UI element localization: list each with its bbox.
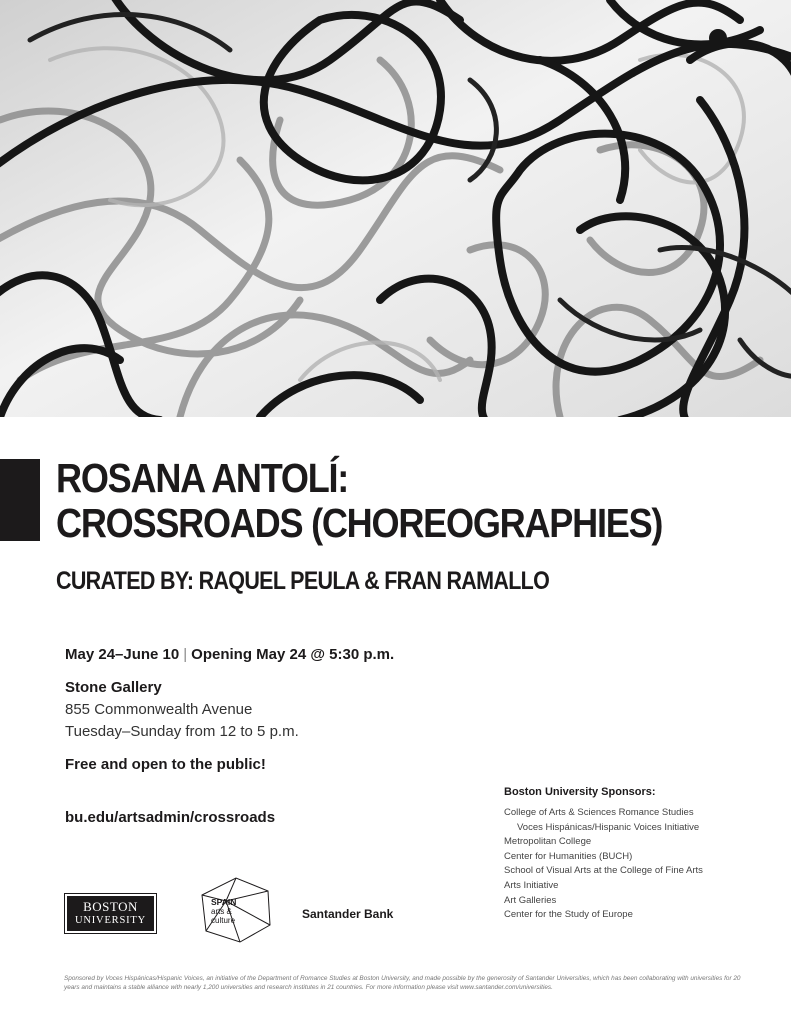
title-line-1: ROSANA ANTOLÍ:: [56, 455, 349, 501]
santander-bank-logo: Santander Bank: [302, 907, 394, 921]
sponsor-item: Center for the Study of Europe: [504, 909, 633, 921]
admission-note: Free and open to the public!: [65, 756, 266, 773]
sponsor-item: Metropolitan College: [504, 836, 592, 848]
event-dates-line: [65, 645, 485, 665]
sponsor-item: College of Arts & Sciences Romance Studies: [504, 807, 694, 818]
venue-name: Stone Gallery: [65, 679, 162, 696]
spain-logo-line-1: SPAIN: [211, 897, 237, 907]
sponsor-item: Art Galleries: [504, 894, 557, 906]
sponsor-list: [504, 806, 764, 923]
wire-sculpture-illustration: [0, 0, 791, 417]
sponsor-item: Voces Hispánicas/Hispanic Voices Initiative: [517, 821, 700, 833]
gallery-hours: Tuesday–Sunday from 12 to 5 p.m.: [65, 723, 299, 740]
exhibition-title: [56, 456, 690, 546]
bu-logo-line-1: BOSTON: [83, 899, 138, 914]
sponsor-item: Center for Humanities (BUCH): [504, 850, 633, 862]
spain-logo-text: [211, 898, 236, 925]
sponsorship-fineprint: Sponsored by Voces Hispánicas/Hispanic Voices, an initiative of the Department of Romance Studies at Boston University, and made possible by the generosity of Santander Universities, which has been collaborating with universities for 20 years and maintains a stable alliance with nearly 1,200 universities and research institutes in 21 countries. For more information please visit www.santander.com/universities.: [64, 975, 741, 991]
venue-address: 855 Commonwealth Avenue: [65, 701, 253, 718]
hero-image: [0, 0, 791, 417]
boston-university-logo: [64, 893, 157, 934]
opening-reception: Opening May 24 @ 5:30 p.m.: [191, 646, 395, 663]
sponsors-heading: Boston University Sponsors:: [504, 786, 656, 798]
title-accent-bar: [0, 459, 40, 541]
spain-logo-line-3: culture: [211, 916, 236, 925]
sponsor-item: School of Visual Arts at the College of Fine Arts: [504, 865, 703, 877]
curators-line: CURATED BY: RAQUEL PEULA & FRAN RAMALLO: [56, 567, 550, 595]
title-line-2: CROSSROADS (CHOREOGRAPHIES): [56, 500, 663, 546]
event-dates: May 24–June 10: [65, 646, 180, 663]
sponsor-item: Arts Initiative: [504, 879, 559, 891]
spain-logo-line-2: arts &: [211, 907, 232, 916]
dates-separator: |: [183, 646, 188, 663]
event-url[interactable]: bu.edu/artsadmin/crossroads: [65, 809, 276, 826]
bu-logo-line-2: UNIVERSITY: [75, 915, 146, 926]
